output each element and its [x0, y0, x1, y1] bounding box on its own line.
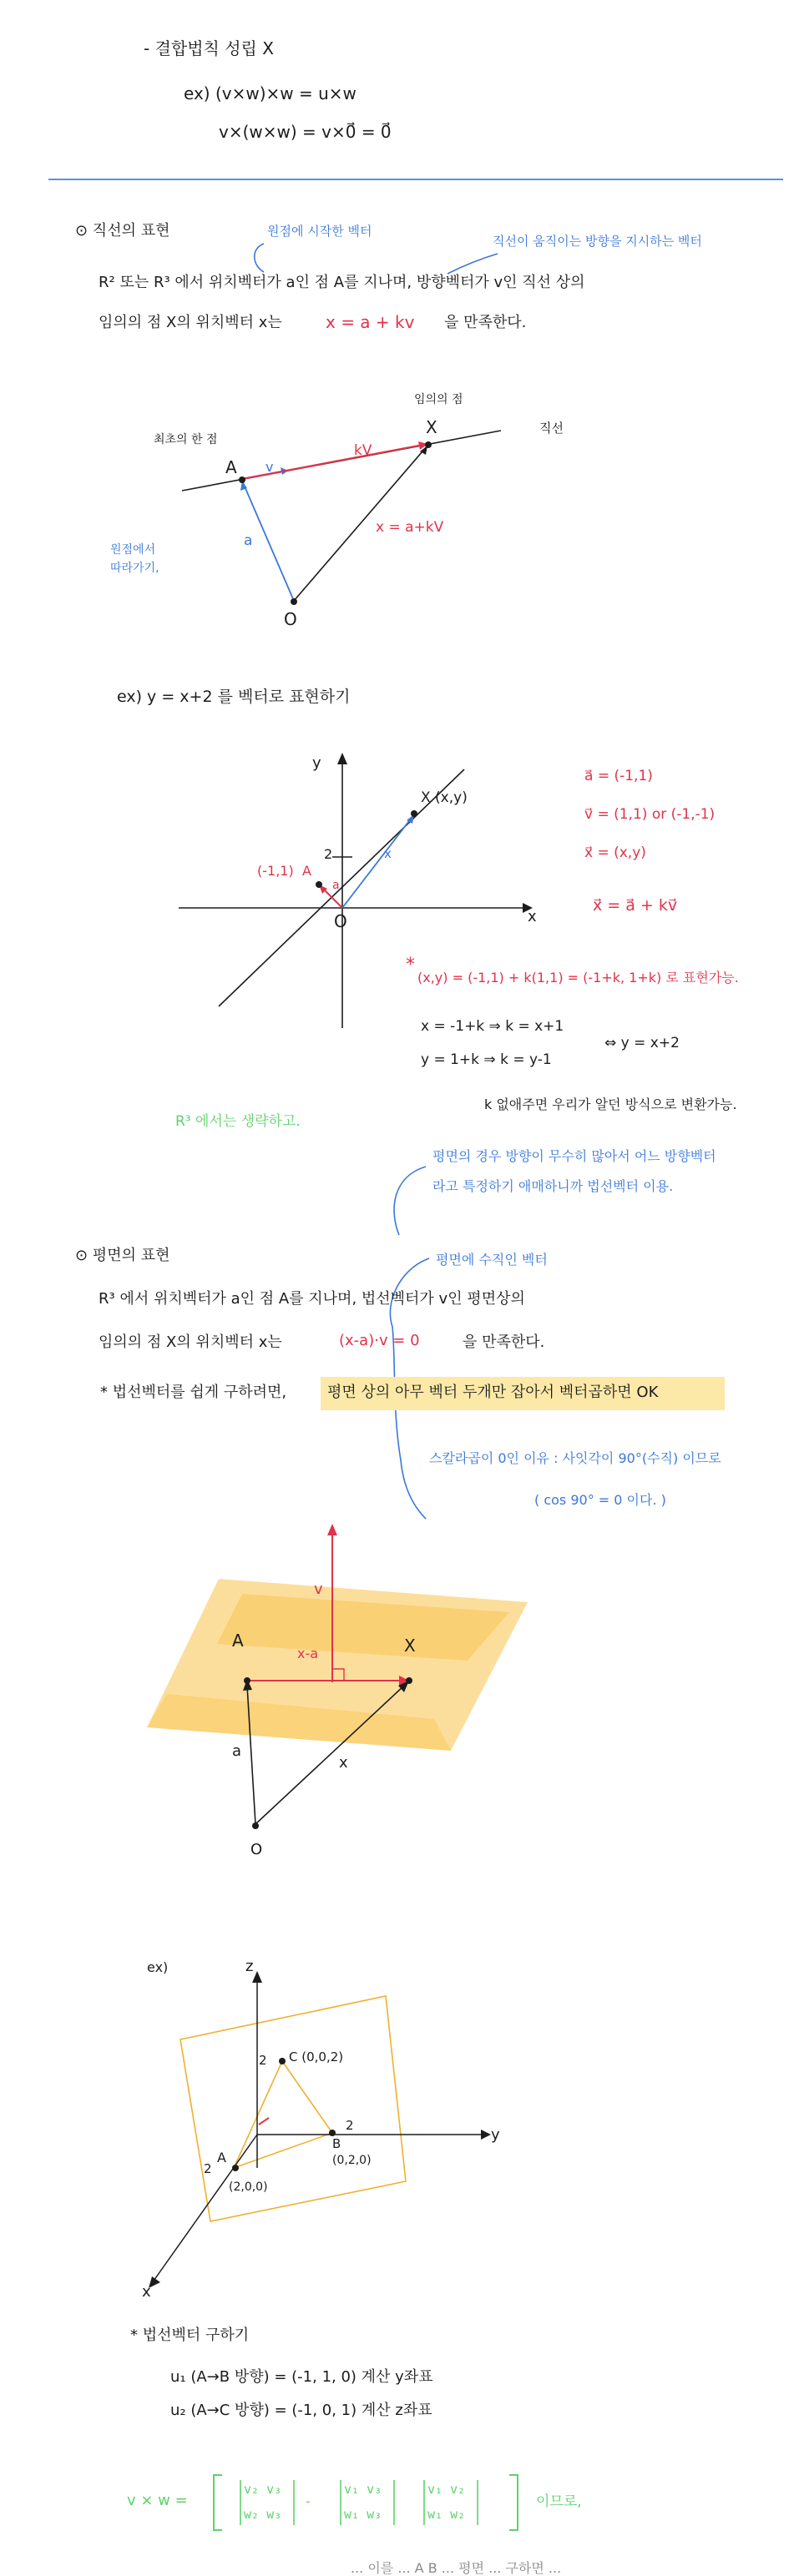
label-a: a [244, 532, 253, 549]
ex1-vector-equation: x⃗ = a⃗ + kv⃗ [593, 896, 678, 915]
label-2-z: 2 [259, 2053, 267, 2068]
plane-note-1: 평면의 경우 방향이 무수히 많아서 어느 방향벡터 [432, 1148, 716, 1164]
example2-figure [0, 1953, 804, 2286]
assoc-law-note: - 결합법칙 성립 X [144, 38, 274, 58]
ex1-system-2: y = 1+k ⇒ k = y-1 [421, 1051, 552, 1068]
label-z: z [245, 1958, 254, 1975]
plane-note-3: 평면에 수직인 벡터 [436, 1252, 548, 1268]
label-A-coord: (-1,1) [257, 863, 294, 879]
plane-frame [180, 1996, 406, 2221]
plane-body-2: 임의의 점 X의 위치벡터 x는 [99, 1333, 282, 1351]
example1-title: ex) y = x+2 를 벡터로 표현하기 [117, 688, 351, 706]
cross-minor-3-bottom: w₁ w₂ [427, 2507, 466, 2522]
plane-label-A: A [232, 1631, 244, 1651]
star-mark: * [406, 955, 415, 975]
label-x-3d: x [142, 2283, 151, 2301]
line-heading: ⊙ 직선의 표현 [75, 222, 170, 239]
cross-minor-2-top: v₁ v₃ [344, 2482, 382, 2497]
plane-body-1: R³ 에서 위치벡터가 a인 점 A를 지나며, 법선벡터가 v인 평면상의 [99, 1290, 525, 1308]
label-A-3d-coord: (2,0,0) [229, 2180, 268, 2194]
label-a-ex1: a [332, 879, 340, 892]
line-body-1: R² 또는 R³ 에서 위치벡터가 a인 점 A를 지나며, 방향벡터가 v인 직선 상의 [99, 274, 585, 291]
plane-label-x: x [339, 1754, 348, 1772]
label-B: B [332, 2136, 341, 2151]
label-2-y: 2 [346, 2118, 354, 2133]
cross-tail: 이므로, [536, 2493, 582, 2510]
ex1-result: ⇔ y = x+2 [604, 1035, 680, 1051]
plane-label-a: a [232, 1742, 242, 1760]
label-B-coord: (0,2,0) [332, 2154, 372, 2167]
plane-star: * 법선벡터를 쉽게 구하려면, [100, 1384, 287, 1401]
cross-minor-2-bottom: w₁ w₃ [344, 2507, 382, 2522]
ex1-v-vector: v⃗ = (1,1) or (-1,-1) [584, 806, 716, 823]
line-figure [0, 392, 804, 643]
label-first-point: 최초의 한 점 [154, 433, 218, 446]
plane-note-2: 라고 특정하기 애매하니까 법선벡터 이용. [432, 1178, 674, 1194]
ex1-x-vector: x⃗ = (x,y) [584, 844, 646, 861]
plane-equation: (x-a)·v = 0 [339, 1332, 420, 1349]
ex1-k-note: k 없애주면 우리가 알던 방식으로 변환가능. [484, 1096, 737, 1112]
note-arrows [247, 242, 531, 275]
line-body-2: 임의의 점 X의 위치벡터 x는 [99, 314, 282, 331]
plane-highlight-text: 평면 상의 아무 벡터 두개만 잡아서 벡터곱하면 OK [327, 1384, 659, 1401]
label-x-ex1: x [384, 846, 392, 861]
cross-minus: - [306, 2493, 311, 2509]
x-axis-3d [152, 2135, 257, 2283]
label-A-3d: A [217, 2150, 226, 2165]
label-X-coord: X (x,y) [421, 789, 468, 806]
ex1-r3-note: R³ 에서는 생략하고. [175, 1113, 301, 1130]
label-axis-x: x [528, 908, 537, 925]
plane-body-3: 을 만족한다. [463, 1333, 545, 1351]
label-O: O [284, 609, 297, 629]
label-2-x: 2 [204, 2161, 212, 2176]
cross-minor-1-bottom: w₂ w₃ [244, 2507, 282, 2522]
label-kv: kV [354, 442, 372, 459]
cross-minor-3-top: v₁ v₂ [427, 2482, 466, 2497]
assoc-example-2: v×(w×w) = v×0⃗ = 0⃗ [219, 122, 392, 142]
note-position-vector: 원점에 시작한 벡터 [267, 224, 372, 239]
ex1-a-vector: a⃗ = (-1,1) [584, 768, 653, 784]
ex1-star-equation: (x,y) = (-1,1) + k(1,1) = (-1+k, 1+k) 로 표현가능. [417, 970, 739, 986]
label-line: 직선 [539, 421, 564, 436]
x-vector-ex1 [342, 814, 414, 908]
label-A-point: A [302, 863, 311, 879]
plane-dot-note: 스칼라곱이 0인 이유 : 사잇각이 90°(수직) 이므로 [429, 1450, 721, 1466]
label-origin: O [334, 911, 347, 931]
normal-u2: u₂ (A→C 방향) = (-1, 0, 1) 계산 z좌표 [170, 2402, 432, 2419]
label-v: v [265, 459, 274, 475]
note-direction-vector: 직선이 움직이는 방향을 지시하는 벡터 [493, 234, 702, 249]
plane-label-v: v [314, 1580, 323, 1598]
triangle-ABC [234, 2061, 332, 2168]
normal-heading: * 법선벡터 구하기 [130, 2326, 250, 2344]
normal-u1: u₁ (A→B 방향) = (-1, 1, 0) 계산 y좌표 [170, 2368, 433, 2386]
cross-lhs: v × w = [127, 2492, 188, 2509]
footer-cut-text: ... 이를 ... A B ... 평면 ... 구하면 ... [351, 2560, 562, 2576]
plane-heading: ⊙ 평면의 표현 [75, 1247, 170, 1264]
label-x-eq: x = a+kV [376, 519, 444, 536]
label-axis-y: y [312, 754, 321, 772]
plane-label-x-minus-a: x-a [297, 1646, 319, 1661]
label-tick-2: 2 [324, 846, 333, 862]
cross-minor-1-top: v₂ v₃ [244, 2482, 282, 2497]
section-divider [48, 179, 783, 180]
line-equation: x = a + kv [326, 312, 415, 332]
assoc-example-1: ex) (v×w)×w = u×w [184, 83, 356, 103]
plane-cos-note: ( cos 90° = 0 이다. ) [534, 1492, 666, 1508]
plane-figure [0, 1519, 804, 1853]
label-arbitrary-point: 임의의 점 [414, 393, 463, 406]
label-origin-note: 원점에서 따라가기, [110, 543, 159, 576]
label-y-3d: y [491, 2126, 500, 2144]
label-A: A [225, 457, 237, 477]
line-body-3: 을 만족한다. [444, 314, 527, 331]
example2-label: ex) [147, 1959, 169, 1975]
plane-label-O: O [250, 1841, 263, 1858]
plane-note-arrows [367, 1160, 442, 1577]
plane-label-X: X [404, 1636, 416, 1656]
ex1-system-1: x = -1+k ⇒ k = x+1 [421, 1018, 564, 1035]
label-X: X [426, 417, 437, 437]
label-C: C (0,0,2) [289, 2049, 344, 2064]
example1-graph [0, 734, 804, 1051]
